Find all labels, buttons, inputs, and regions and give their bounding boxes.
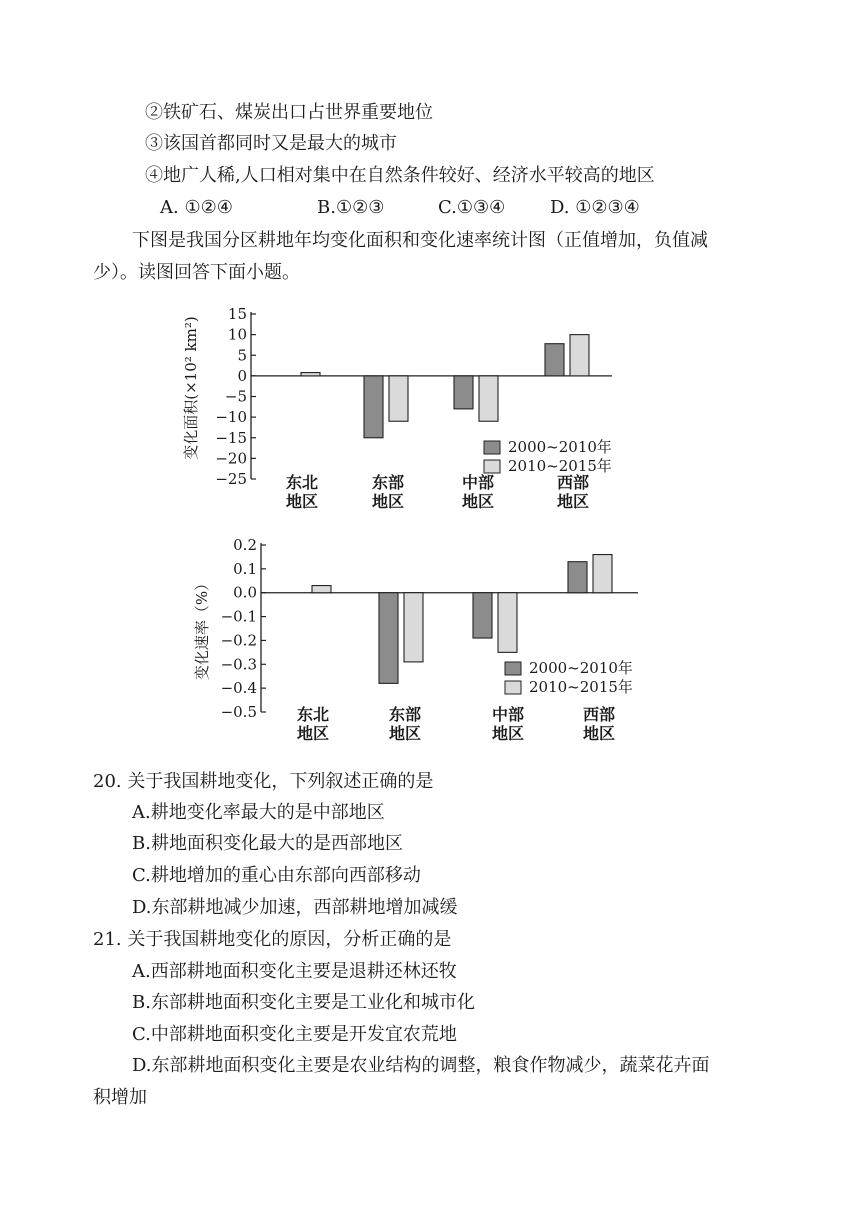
item-3: ③该国首都同时又是最大的城市 [145, 133, 397, 154]
y-tick-label: 10 [227, 325, 247, 344]
category-label: 东部 [388, 705, 422, 724]
category-label: 地区 [296, 724, 330, 743]
y-axis-label: 变化面积(×10² km²) [182, 316, 200, 460]
y-tick-label: −5 [224, 387, 247, 406]
bar [570, 335, 589, 376]
y-tick-label: 5 [237, 346, 247, 365]
category-label: 中部 [461, 473, 495, 492]
legend-swatch [484, 460, 500, 473]
y-tick-label: −10 [215, 408, 247, 427]
bar [454, 376, 473, 409]
q20-option-c: C.耕地增加的重心由东部向西部移动 [132, 865, 421, 886]
q21-stem: 21. 关于我国耕地变化的原因，分析正确的是 [93, 929, 452, 950]
q21-option-d-continued: 积增加 [93, 1087, 147, 1108]
intro-line-2: 少）。读图回答下面小题。 [93, 262, 300, 283]
option-c: C.①③④ [438, 197, 506, 218]
q21-option-a: A.西部耕地面积变化主要是退耕还林还牧 [132, 961, 457, 982]
option-d: D. ①②③④ [550, 197, 640, 218]
category-label: 地区 [491, 724, 525, 743]
q20-option-a: A.耕地变化率最大的是中部地区 [132, 802, 385, 823]
option-b: B.①②③ [317, 197, 385, 218]
category-label: 地区 [582, 724, 616, 743]
category-label: 东北 [296, 705, 330, 724]
q21-option-c: C.中部耕地面积变化主要是开发宜农荒地 [132, 1024, 457, 1045]
y-tick-label: 15 [227, 305, 247, 323]
legend-label: 2000~2010年 [508, 438, 612, 456]
bar [301, 373, 320, 376]
q21-option-b: B.东部耕地面积变化主要是工业化和城市化 [132, 992, 475, 1013]
legend-swatch [484, 441, 500, 454]
item-4: ④地广人稀,人口相对集中在自然条件较好、经济水平较高的地区 [145, 165, 655, 186]
y-tick-label: −25 [215, 470, 247, 488]
y-tick-label: −0.2 [220, 631, 257, 650]
q20-option-d: D.东部耕地减少加速，西部耕地增加减缓 [132, 897, 458, 918]
y-tick-label: 0.0 [233, 583, 257, 602]
category-label: 地区 [556, 492, 590, 511]
bar [545, 344, 564, 376]
bar [479, 376, 498, 421]
y-tick-label: −0.3 [220, 655, 257, 674]
legend-label: 2010~2015年 [508, 457, 612, 475]
category-label: 中部 [491, 705, 525, 724]
category-label: 地区 [285, 492, 319, 511]
y-tick-label: −0.5 [220, 703, 257, 721]
legend-label: 2000~2010年 [529, 659, 633, 677]
y-tick-label: −20 [215, 449, 247, 468]
category-label: 西部 [582, 705, 616, 724]
category-label: 地区 [371, 492, 405, 511]
q20-stem: 20. 关于我国耕地变化，下列叙述正确的是 [93, 771, 434, 792]
category-label: 西部 [556, 473, 590, 492]
y-tick-label: −15 [215, 428, 247, 447]
y-tick-label: 0.2 [233, 536, 257, 554]
y-tick-label: 0 [237, 366, 247, 385]
category-label: 东北 [285, 473, 319, 492]
category-label: 地区 [461, 492, 495, 511]
legend-label: 2010~2015年 [529, 678, 633, 696]
item-2: ②铁矿石、煤炭出口占世界重要地位 [145, 102, 433, 123]
y-tick-label: −0.4 [220, 679, 257, 698]
bar [389, 376, 408, 421]
q20-option-b: B.耕地面积变化最大的是西部地区 [132, 833, 403, 854]
option-a: A. ①②④ [160, 197, 233, 218]
y-axis-label: 变化速率（%） [193, 575, 211, 681]
y-tick-label: −0.1 [220, 607, 257, 626]
category-label: 地区 [388, 724, 422, 743]
q21-option-d: D.东部耕地面积变化主要是农业结构的调整，粮食作物减少，蔬菜花卉面 [132, 1055, 710, 1076]
y-tick-label: 0.1 [233, 559, 257, 578]
category-label: 东部 [371, 473, 405, 492]
intro-line-1: 下图是我国分区耕地年均变化面积和变化速率统计图（正值增加，负值减 [132, 230, 708, 251]
bar [364, 376, 383, 438]
